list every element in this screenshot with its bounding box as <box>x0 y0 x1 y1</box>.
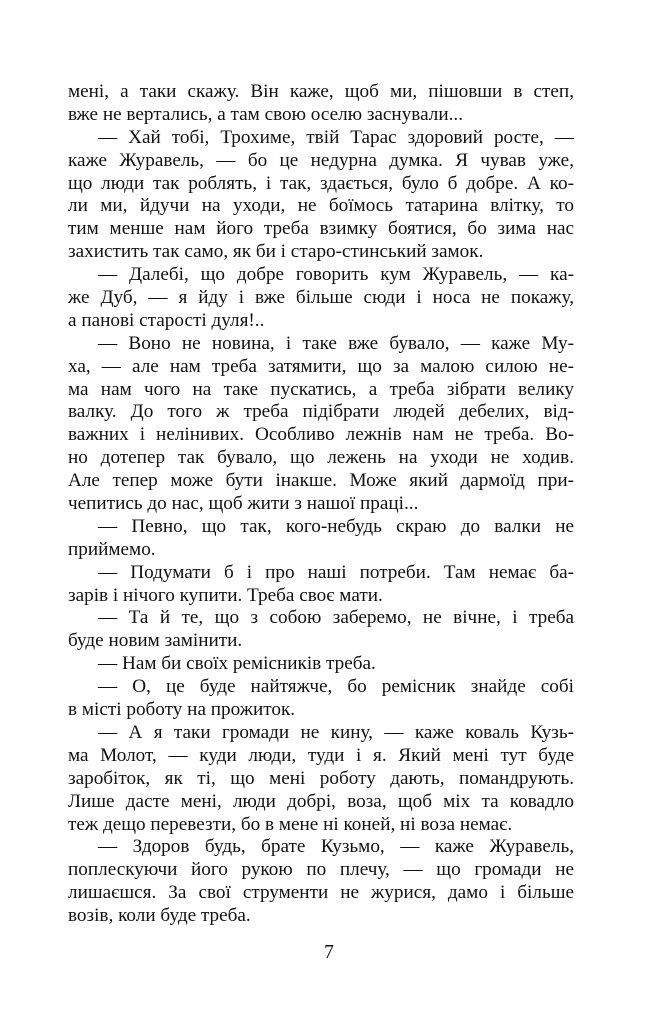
text-line: ли ми, йдучи на уходи, не боїмось татарина влітку, то <box>68 195 574 217</box>
text-line: — Нам би своїх ремісників треба. <box>98 653 376 675</box>
text-line: теж дещо перевезти, бо в мене ні коней, ні воза немає. <box>68 813 513 835</box>
page-number: 7 <box>324 942 334 963</box>
body-text <box>68 81 574 928</box>
text-line: що люди так роблять, і так, здається, було б добре. А ко- <box>68 172 574 194</box>
text-line: но дотепер так бувало, що лежень на уходи не ходив. <box>68 447 574 469</box>
text-line: Лише дасте мені, люди добрі, воза, щоб міх та ковадло <box>68 790 574 812</box>
text-line: приймемо. <box>68 538 156 560</box>
text-line: заробіток, як ті, що мені роботу дають, помандрують. <box>68 767 574 789</box>
text-line: Але тепер може бути інакше. Може який дармоїд при- <box>68 470 574 492</box>
text-line: чепитись до нас, щоб жити з нашої праці... <box>68 493 419 515</box>
text-line: — Певно, що так, кого-небудь скраю до валки не <box>98 515 574 537</box>
text-line: тим менше нам його треба взимку боятися, бо зима нас <box>68 218 574 240</box>
text-line: в місті роботу на прожиток. <box>68 699 296 721</box>
text-line: поплескуючи його рукою по плечу, — що громади не <box>68 859 574 881</box>
text-line: ма нам чого на таке пускатись, а треба зібрати велику <box>68 378 574 400</box>
text-line: — А я таки громади не кину, — каже коваль Кузь- <box>98 721 574 743</box>
text-line: — Далебі, що добре говорить кум Журавель, — ка- <box>98 264 574 286</box>
text-line: — Здоров будь, брате Кузьмо, — каже Журавель, <box>98 836 574 858</box>
text-line: — Хай тобі, Трохиме, твій Тарас здоровий росте, — <box>98 126 574 148</box>
text-line: вже не вертались, а там свою оселю заснували... <box>68 103 464 125</box>
text-line: захистить так само, як би і старо-стинський замок. <box>68 241 484 263</box>
text-line: возів, коли буде треба. <box>68 905 251 927</box>
text-line: мені, а таки скажу. Він каже, щоб ми, пішовши в степ, <box>68 81 574 102</box>
text-line: ма Молот, — куди люди, туди і я. Який мені тут буде <box>68 744 574 766</box>
text-line: — Подумати б і про наші потреби. Там немає ба- <box>98 561 574 583</box>
text-line: ха, — але нам треба затямити, що за малою силою не- <box>68 355 574 377</box>
text-line: валку. До того ж треба підібрати людей дебелих, від- <box>68 401 574 423</box>
text-line: зарів і нічого купити. Треба своє мати. <box>68 584 383 606</box>
text-line: буде новим замінити. <box>68 630 243 652</box>
text-line: — Та й те, що з собою заберемо, не вічне, і треба <box>98 607 574 629</box>
text-line: а панові старості дуля!.. <box>68 309 265 331</box>
text-line: лишаєшся. За свої струменти не журися, дамо і більше <box>68 882 574 904</box>
text-line: — Воно не новина, і таке вже бувало, — каже Му- <box>98 332 574 354</box>
text-line: важних і нелінивих. Особливо лежнів нам не треба. Во- <box>68 424 574 446</box>
text-line: — О, це буде найтяжче, бо ремісник знайде собі <box>98 676 574 698</box>
text-line: же Дуб, — я йду і вже більше сюди і носа не покажу, <box>68 287 574 309</box>
text-line: каже Журавель, — бо це недурна думка. Я чував уже, <box>68 149 574 171</box>
